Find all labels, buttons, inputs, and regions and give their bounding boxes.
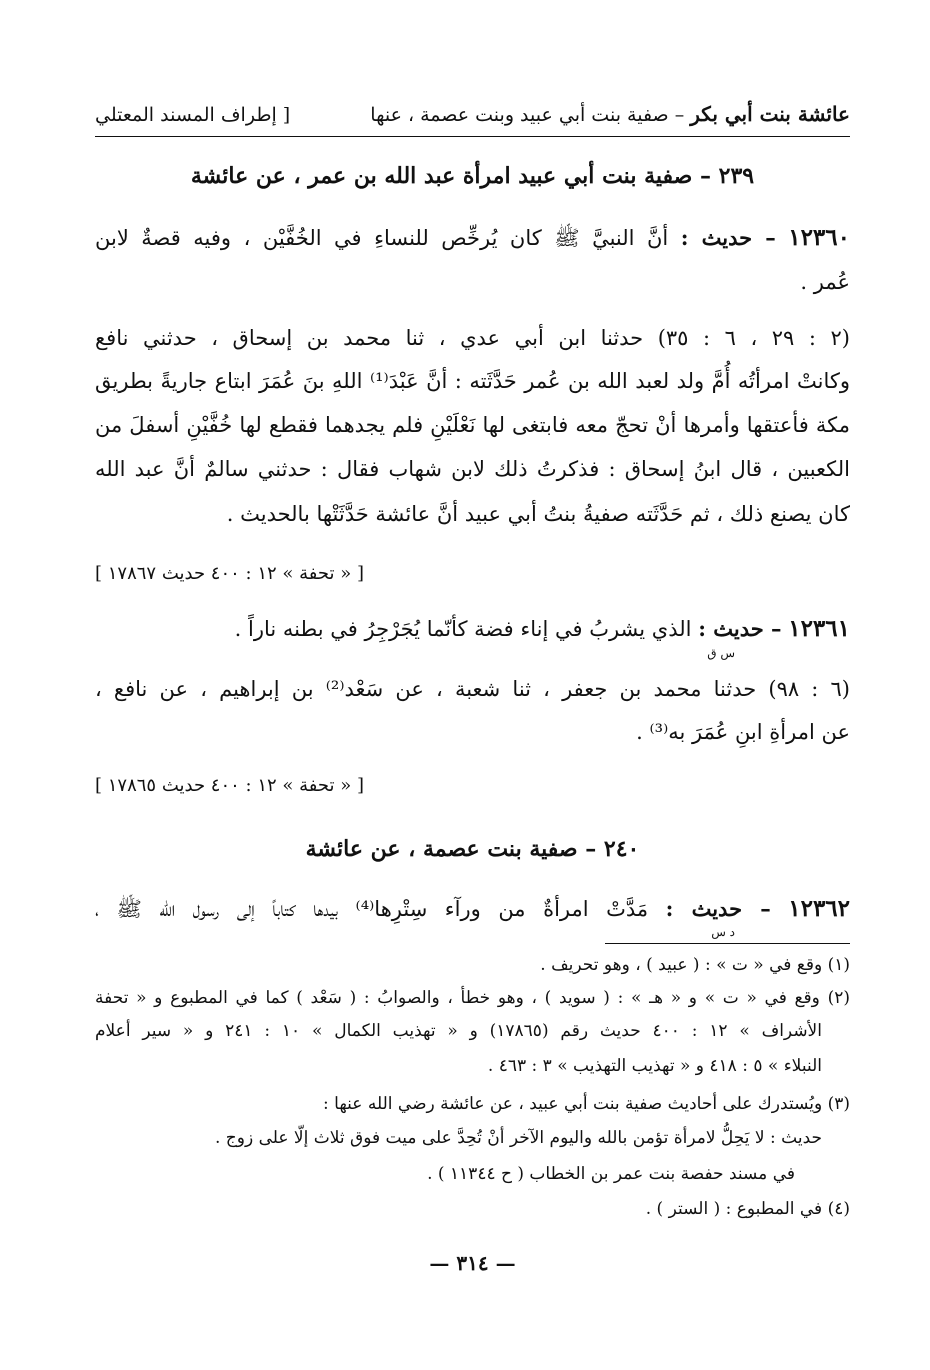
hadith-label: – حديث :: [698, 616, 782, 641]
hadith-text: أنَّ النبيَّ ﷺ كان يُرخِّص للنساءِ في الخُفَّيْن ، وفيه قصةٌ لابن: [95, 226, 669, 250]
hadith-12361-line: [95, 615, 850, 642]
hadith-number: ١٢٣٦٠: [788, 224, 850, 251]
footnote-1: (١) وقع في « ت » : ( عبيد ) ، وهو تحريف .: [540, 955, 850, 975]
isnad-line: (٢ : ٢٩ ، ٦ : ٣٥) حدثنا ابن أبي عدي ، ثنا محمد بن إسحاق ، حدثني نافع: [95, 326, 850, 350]
isnad-line: عن امرأةِ ابنِ عُمَرَ به⁽³⁾ .: [636, 720, 850, 744]
header-middle: – صفية بنت أبي عبيد وبنت عصمة ، عنها: [370, 104, 691, 126]
isnad-line: مكة فأعتقها وأمرها أنْ تحجّ معه فابتغى لها نَعْلَيْنِ فلم يجدهما فقطع لها خُفَّيْنِ أسفلَ من: [95, 413, 850, 437]
footnote-4: (٤) في المطبوع : ( الستر ) .: [645, 1199, 850, 1219]
isnad-line: الكعبين ، قال ابنُ إسحاق : فذكرتُ ذلك لابن شهاب فقال : حدثني سالمٌ أنَّ عبد الله: [95, 457, 850, 481]
hadith-number: ١٢٣٦٢: [788, 895, 851, 922]
footnote-divider: [605, 943, 850, 944]
footnote-3: (٣) ويُستدرك على أحاديث صفية بنت أبي عبيد ، عن عائشة رضي الله عنها :: [323, 1094, 850, 1114]
tuhfa-reference: [ « تحفة » ١٢ : ٤٠٠ حديث ١٧٨٦٧ ]: [95, 563, 364, 584]
footnote-2-cont: النبلاء » ٥ : ٤١٨ و « تهذيب التهذيب » ٣ : ٤٦٣ .: [487, 1056, 822, 1076]
hadith-12360-line-2: عُمر .: [800, 270, 850, 294]
header-title: [370, 102, 850, 126]
hadith-text: مَدَّتْ امرأةٌ من ورآء سِتْرِها⁽⁴⁾ بيدها كتاباً إلى رسول الله ﷺ ،: [95, 897, 649, 921]
section-240-title: ٢٤٠ – صفية بنت عصمة ، عن عائشة: [305, 836, 640, 862]
tuhfa-reference: [ « تحفة » ١٢ : ٤٠٠ حديث ١٧٨٦٥ ]: [95, 775, 364, 796]
hadith-12362-line: [95, 895, 850, 927]
footnote-2-cont: الأشراف » ١٢ : ٤٠٠ حديث رقم (١٧٨٦٥) و « تهذيب الكمال » ١٠ : ٢٤١ و « سير أعلام: [95, 1021, 822, 1041]
section-239-title: ٢٣٩ – صفية بنت أبي عبيد امرأة عبد الله بن عمر ، عن عائشة: [190, 163, 755, 189]
hadith-text: الذي يشربُ في إناء فضة كأنّما يُجَرْجِرُ في بطنه ناراً .: [234, 617, 692, 641]
isnad-line: (٦ : ٩٨) حدثنا محمد بن جعفر ، ثنا شعبة ، عن سَعْد⁽²⁾ بن إبراهيم ، عن نافع ،: [95, 677, 850, 701]
hadith-12360-line-1: [95, 224, 850, 256]
book-page: [95, 0, 850, 1370]
header-book-title: [ إطراف المسند المعتلي: [95, 104, 291, 126]
hadith-sigla: س ق: [707, 646, 735, 660]
footnote-2: (٢) وقع في « ت » و « هـ » : ( سويد ) ، وهو خطأ ، والصوابُ : ( سَعْد ) كما في المطبوع و « تحفة: [95, 988, 850, 1008]
running-header: [95, 100, 850, 137]
hadith-label: – حديث :: [665, 896, 771, 921]
hadith-number: ١٢٣٦١: [788, 615, 850, 642]
isnad-line: وكانتْ امرأتُه أُمَّ ولد لعبد الله بن عُمر حَدَّثَته : أنَّ عَبْدَ⁽¹⁾ اللهِ بنَ عُمَرَ ابتاع جاريةً بطريق: [95, 369, 851, 393]
footnote-3-cont: حديث : لا يَحِلُّ لامرأة تؤمن بالله واليوم الآخر أنْ تُحِدَّ على ميت فوق ثلاث إلّا على زوج .: [214, 1128, 822, 1148]
footnote-3-cont: في مسند حفصة بنت عمر بن الخطاب ( ح ١١٣٤٤ ) .: [427, 1164, 795, 1184]
hadith-sigla: د س: [711, 925, 735, 939]
isnad-line: كان يصنع ذلك ، ثم حَدَّثَته صفيةُ بنتُ أبي عبيد أنَّ عائشة حَدَّثَتْها بالحديث .: [226, 502, 850, 526]
page-number: — ٣١٤ —: [429, 1251, 516, 1275]
hadith-label: – حديث :: [680, 225, 776, 250]
header-right: عائشة بنت أبي بكر: [690, 102, 850, 126]
